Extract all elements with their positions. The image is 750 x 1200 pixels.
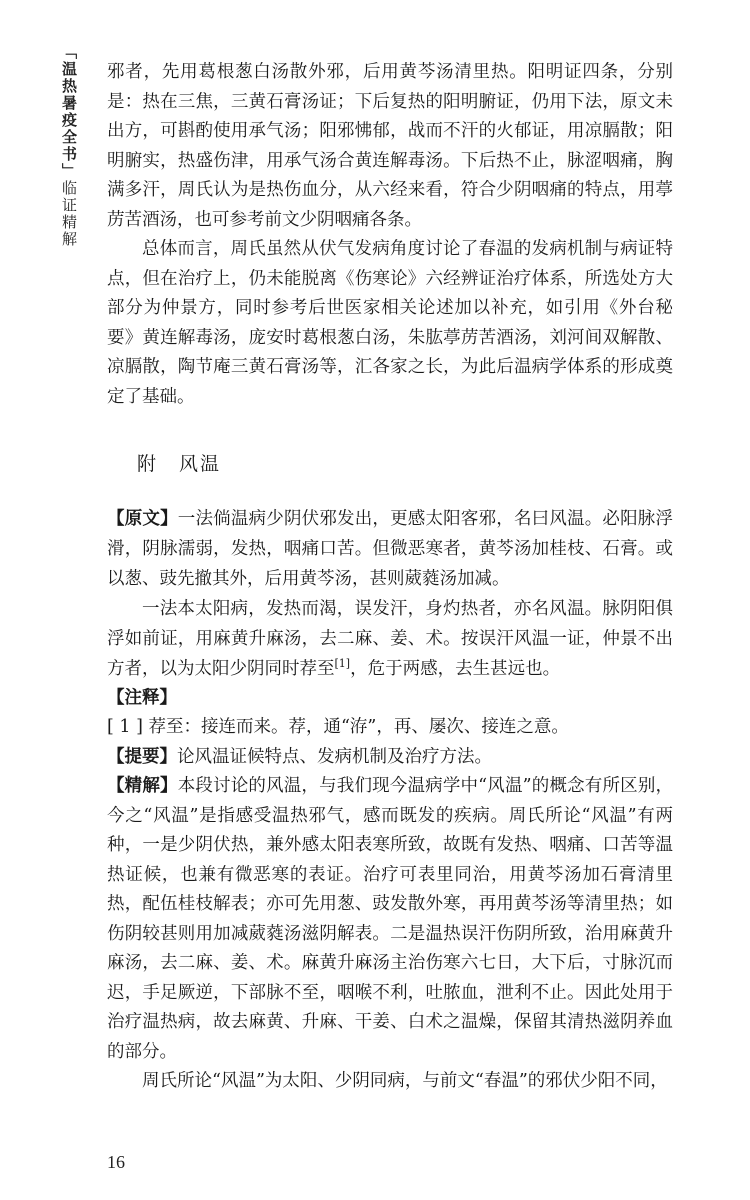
notes-label: 【注释】 [107, 687, 177, 708]
explanation-text-1: 本段讨论的风温，与我们现今温病学中“风温”的概念有所区别，今之“风温”是指感受温热邪气，感而既发的疾病。周氏所论“风温”有两种，一是少阴伏热，兼外感太阳表寒所致，故既有发热、咽痛、口苦等温热证候，也兼有微恶寒的表证。治疗可表里同治，用黄芩汤加石膏清里热，配伍桂枝解表；亦可先用葱、豉发散外寒，再用黄芩汤等清里热；如伤阴较甚则用加减葳蕤汤滋阴解表。二是温热误汗伤阴所致，治用麻黄升麻汤，去二麻、姜、术。麻黄升麻汤主治伤寒六七日，大下后，寸脉沉而迟，手足厥逆，下部脉不至，咽喉不利，吐脓血，泄利不止。因此处用于治疗温热病，故去麻黄、升麻、干姜、白术之温燥，保留其清热滋阴养血的部分。 [107, 776, 673, 1062]
explanation-label: 【精解】 [107, 776, 178, 796]
page-content [107, 58, 673, 1097]
book-subtitle: 临证精解 [60, 180, 78, 248]
page-number: 16 [107, 1152, 125, 1172]
intro-paragraph-2: 总体而言，周氏虽然从伏气发病角度讨论了春温的发病机制与病证特点，但在治疗上，仍未能脱离《伤寒论》六经辨证治疗体系，所选处方大部分为仲景方，同时参考后世医家相关论述加以补充，如引用《外台秘要》黄连解毒汤，庞安时葛根葱白汤，朱肱葶苈苦酒汤，刘河间双解散、凉膈散，陶节庵三黄石膏汤等，汇各家之长，为此后温病学体系的形成奠定了基础。 [107, 239, 673, 407]
explanation-paragraph-1 [107, 772, 673, 1067]
running-header [57, 44, 79, 248]
book-title: 「温热暑疫全书」 [60, 44, 78, 180]
original-paragraph-1 [107, 504, 673, 594]
original-text-2a: 一法本太阳病，发热而渴，误发汗，身灼热者，亦名风温。脉阴阳俱浮如前证，用麻黄升麻汤，去二麻、姜、术。按误汗风温一证，仲景不出方者，以为太阳少阴同时荐至 [107, 598, 673, 679]
summary-text: 论风温证候特点、发病机制及治疗方法。 [177, 746, 492, 767]
explanation-paragraph-2: 周氏所论“风温”为太阳、少阴同病，与前文“春温”的邪伏少阳不同， [142, 1071, 668, 1091]
intro-paragraph-1: 邪者，先用葛根葱白汤散外邪，后用黄芩汤清里热。阳明证四条，分别是：热在三焦，三黄石膏汤证；下后复热的阳明腑证，仍用下法，原文未出方，可斟酌使用承气汤；阳邪怫郁，战而不汗的火郁证，用凉膈散；阳明腑实，热盛伤津，用承气汤合黄连解毒汤。下后热不止，脉涩咽痛，胸满多汗，周氏认为是热伤血分，从六经来看，符合少阴咽痛的特点，用葶苈苦酒汤，也可参考前文少阴咽痛各条。 [107, 62, 673, 230]
original-text-2b: ，危于两感，去生甚远也。 [350, 658, 561, 679]
footnote-reference: [1] [334, 656, 351, 670]
notes-heading [107, 684, 673, 714]
original-text-1: 一法倘温病少阴伏邪发出，更感太阳客邪，名曰风温。必阳脉浮滑，阴脉濡弱，发热，咽痛口苦。但微恶寒者，黄芩汤加桂枝、石膏。或以葱、豉先撤其外，后用黄芩汤，甚则葳蕤汤加减。 [107, 508, 674, 589]
summary-paragraph [107, 743, 673, 773]
original-label: 【原文】 [107, 508, 178, 529]
summary-label: 【提要】 [107, 746, 177, 767]
section-title: 附 风温 [137, 453, 222, 475]
original-text-block [107, 504, 673, 684]
note-item: [ 1 ] 荐至：接连而来。荐，通“洊”，再、屡次、接连之意。 [107, 717, 569, 737]
original-paragraph-2 [107, 594, 673, 684]
